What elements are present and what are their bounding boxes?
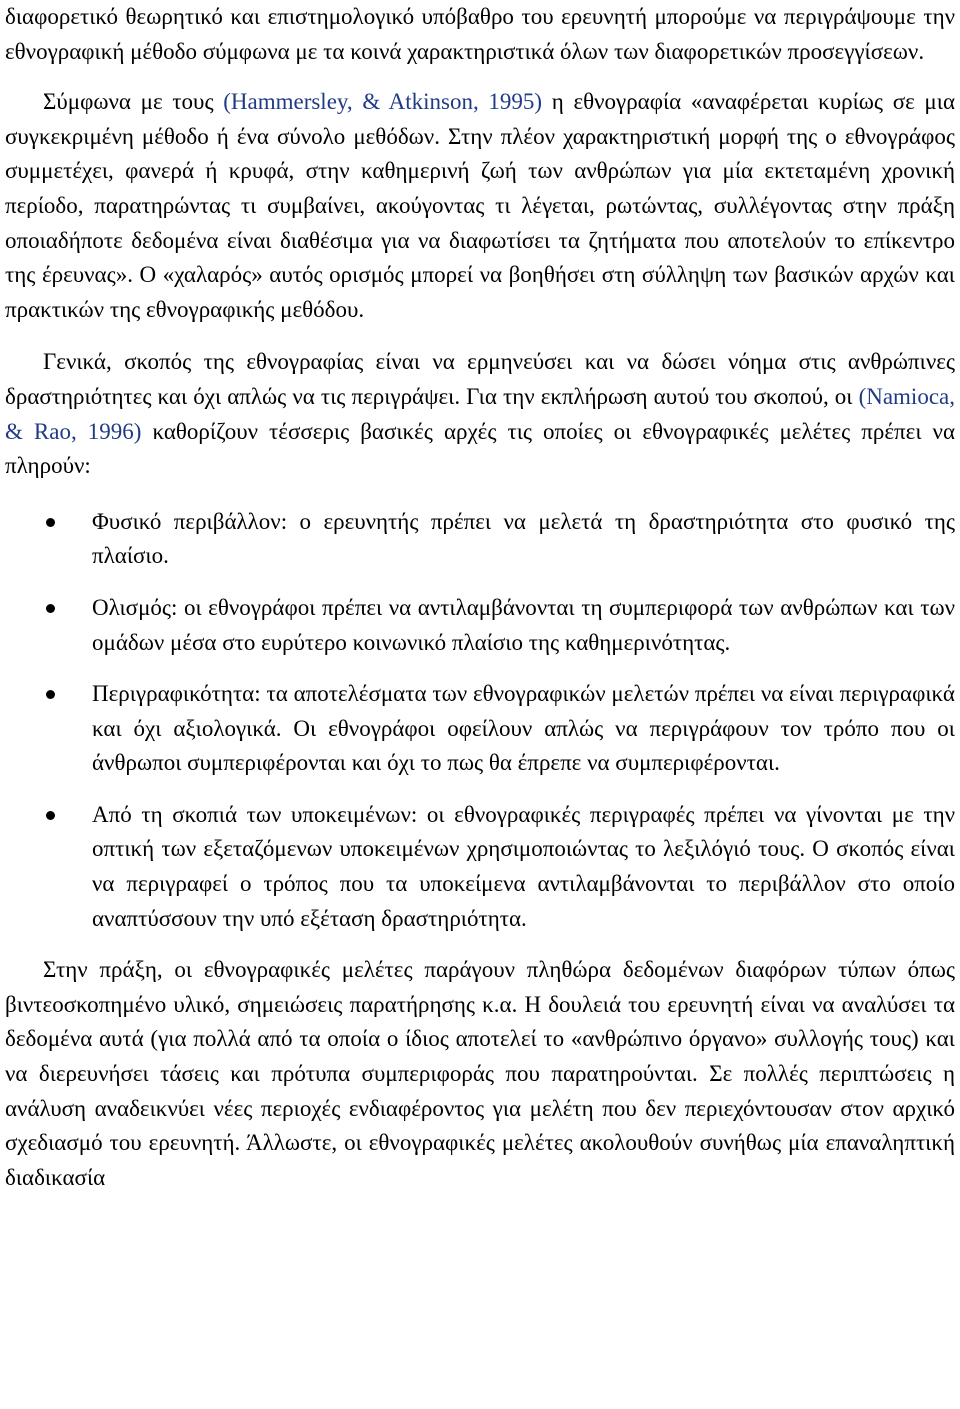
document-page	[5, 0, 955, 1195]
list-item	[5, 798, 955, 936]
paragraph-text: Γενικά, σκοπός της εθνογραφίας είναι να ερμηνεύσει και να δώσει νόημα στις ανθρώπινες δραστηριότητες και όχι απλώς να τις περιγράψει. Για την εκπλήρωση αυτού του σκοπού, οι	[5, 349, 955, 409]
paragraph-spacer	[5, 69, 955, 85]
list-item-text: Από τη σκοπιά των υποκειμένων: οι εθνογραφικές περιγραφές πρέπει να γίνονται με την οπτική των εξεταζόμενων υποκειμένων χρησιμοποιώντας το λεξιλόγιό τους. Ο σκοπός είναι να περιγραφεί ο τρόπος που τα υποκείμενα αντιλαμβάνονται το περιβάλλον στο οποίο αναπτύσσουν την υπό εξέταση δραστηριότητα.	[92, 801, 955, 931]
paragraph-practice: Στην πράξη, οι εθνογραφικές μελέτες παράγουν πληθώρα δεδομένων διαφόρων τύπων όπως βιντεοσκοπημένο υλικό, σημειώσεις παρατήρησης κ.α. Η δουλειά του ερευνητή είναι να αναλύσει τα δεδομένα αυτά (για πολλά από τα οποία ο ίδιος αποτελεί το «ανθρώπινο όργανο» συλλογής τους) και να διερευνήσει τάσεις και πρότυπα συμπεριφοράς που παρατηρούνται. Σε πολλές περιπτώσεις η ανάλυση αναδεικνύει νέες περιοχές ενδιαφέροντος για μελέτη που δεν περιεχόντουσαν στον αρχικό σχεδιασμό του ερευνητή. Άλλωστε, οι εθνογραφικές μελέτες ακολουθούν συνήθως μία επαναληπτική διαδικασία	[5, 957, 955, 1190]
citation-hammersley-atkinson: (Hammersley, & Atkinson, 1995)	[223, 89, 543, 115]
list-item	[5, 505, 955, 574]
paragraph-text: καθορίζουν τέσσερις βασικές αρχές τις οποίες οι εθνογραφικές μελέτες πρέπει να πληρούν:	[5, 418, 955, 479]
list-item-text: Περιγραφικότητα: τα αποτελέσματα των εθνογραφικών μελετών πρέπει να είναι περιγραφικά και όχι αξιολογικά. Οι εθνογράφοι οφείλουν απλώς να περιγράφουν τον τρόπο που οι άνθρωποι συμπεριφέρονται και όχι το πως θα έπρεπε να συμπεριφέρονται.	[92, 681, 955, 776]
paragraph-text: η εθνογραφία «αναφέρεται κυρίως σε μια συγκεκριμένη μέθοδο ή ένα σύνολο μεθόδων. Στην πλέον χαρακτηριστική μορφή της ο εθνογράφος συμμετέχει, φανερά ή κρυφά, στην καθημερινή ζωή των ανθρώπων για μία εκτεταμένη χρονική περίοδο, παρατηρώντας τι συμβαίνει, ακούγοντας τι λέγεται, ρωτώντας, συλλέγοντας στην πράξη οποιαδήποτε δεδομένα είναι διαθέσιμα για να διαφωτίσει τα ζητήματα που αποτελούν το επίκεντρο της έρευνας». Ο «χαλαρός» αυτός ορισμός μπορεί να βοηθήσει στη σύλληψη των βασικών αρχών και πρακτικών της εθνογραφικής μεθόδου.	[5, 89, 956, 322]
list-item-text: Φυσικό περιβάλλον: ο ερευνητής πρέπει να μελετά τη δραστηριότητα στο φυσικό της πλαίσιο.	[92, 508, 955, 569]
bullet-icon	[46, 690, 55, 699]
list-item	[5, 677, 955, 781]
bullet-icon	[46, 518, 55, 527]
principles-list	[5, 505, 955, 937]
paragraph-spacer	[5, 484, 955, 505]
paragraph-ethnography-purpose	[5, 345, 955, 483]
bullet-icon	[46, 604, 55, 613]
paragraph-continuation: διαφορετικό θεωρητικό και επιστημολογικό υπόβαθρο του ερευνητή μπορούμε να περιγράψουμε την εθνογραφική μέθοδο σύμφωνα με τα κοινά χαρακτηριστικά όλων των διαφορετικών προσεγγίσεων.	[5, 4, 955, 64]
paragraph-text: Σύμφωνα με τους	[43, 89, 224, 115]
paragraph-ethnography-definition	[5, 85, 955, 327]
bullet-icon	[46, 811, 55, 820]
citation-namioca-rao: (Namioca, & Rao, 1996)	[5, 383, 955, 444]
paragraph-spacer	[5, 327, 955, 345]
list-item	[5, 591, 955, 660]
list-item-text: Ολισμός: οι εθνογράφοι πρέπει να αντιλαμβάνονται τη συμπεριφορά των ανθρώπων και των ομάδων μέσα στο ευρύτερο κοινωνικό πλαίσιο της καθημερινότητας.	[92, 594, 955, 655]
